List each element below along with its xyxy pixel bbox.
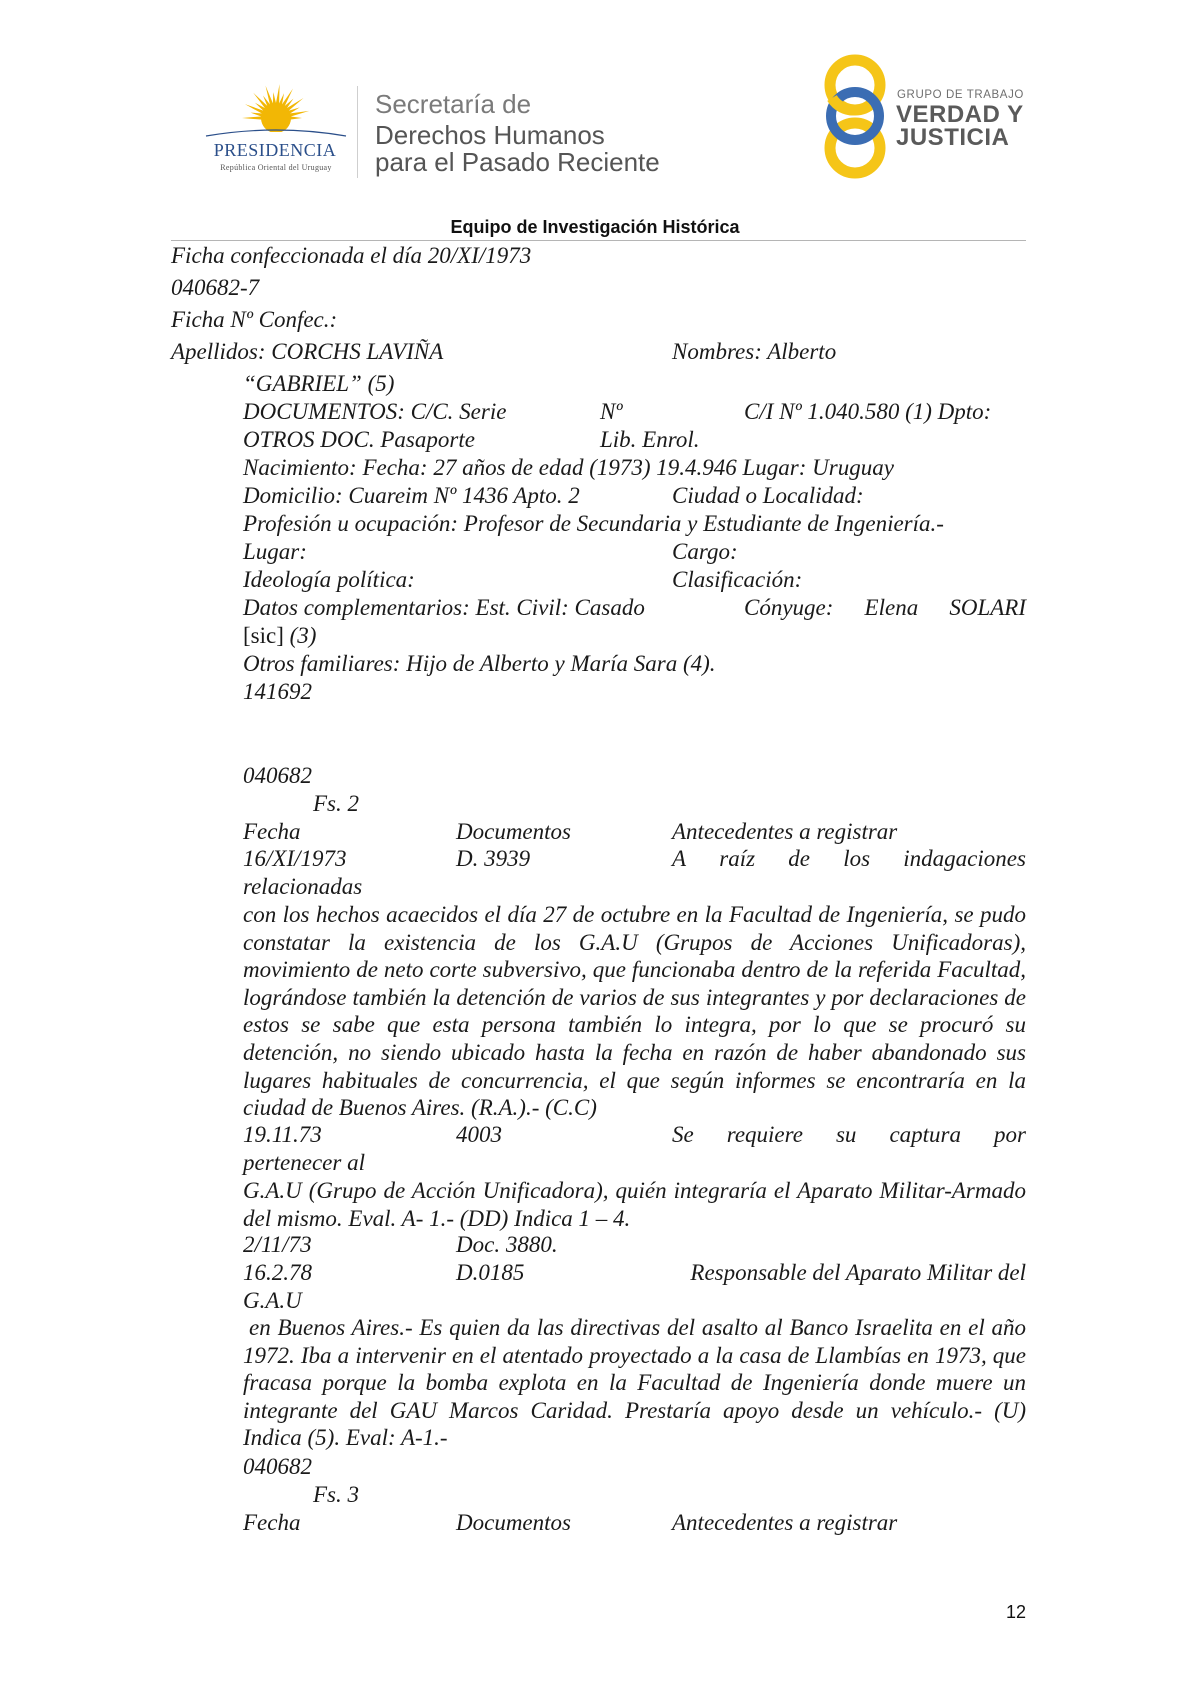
fs3-col-documentos: Documentos (456, 1510, 571, 1535)
sun-emblem-icon (196, 80, 356, 142)
entry2-continuation: pertenecer al (243, 1150, 365, 1175)
republica-label: República Oriental del Uruguay (220, 163, 332, 172)
sun-ray (251, 113, 263, 117)
secretaria-line2: Derechos Humanos (375, 120, 605, 150)
page-number: 12 (1006, 1602, 1027, 1622)
heading-rule (171, 240, 1026, 241)
entry1-text: con los hechos acaecidos el día 27 de octubre en la Facultad de Ingeniería, se pudo constatar la existencia de los G.A.U (Grupos de Acciones Unificadoras), movimiento de neto corte subversivo, que funcionaba dentro de la referida Facultad, lográndose también la detención de varios de sus integrantes y por declaraciones de estos se sabe que esta persona también lo integra, por lo que se procuró su detención, no siendo ubicado hasta la fecha en razón de haber abandonado sus lugares habituales de concurrencia, el que según informes se encontraría en la ciudad de Buenos Aires. (R.A.).- (C.C) (243, 902, 1026, 1121)
sun-ray (273, 92, 276, 104)
justicia-label: JUSTICIA (896, 124, 1010, 151)
entry4-doc: D.0185 (456, 1260, 525, 1285)
entry2-word: por (994, 1122, 1026, 1147)
entry1-word: indagaciones (903, 846, 1026, 871)
entry1-word: A (672, 846, 687, 871)
ficha-clasificacion: Clasificación: (672, 567, 803, 592)
ficha-profesion: Profesión u ocupación: Profesor de Secundaria y Estudiante de Ingeniería.- (243, 511, 944, 536)
ficha-confec: Ficha Nº Confec.: (171, 307, 338, 332)
entry2-doc: 4003 (456, 1122, 502, 1147)
entry2-fecha: 19.11.73 (243, 1122, 322, 1147)
fs3-col-antecedentes: Antecedentes a registrar (672, 1510, 898, 1535)
ficha-sic-line (243, 623, 316, 648)
conyuge-word: Elena (864, 595, 919, 620)
ficha-conyuge (744, 595, 1026, 620)
ficha-numero: 040682-7 (171, 275, 260, 300)
fs2-col-fecha: Fecha (243, 819, 301, 844)
fs2-label: Fs. 2 (313, 791, 359, 816)
entry2-text: G.A.U (Grupo de Acción Unificadora), quién integraría el Aparato Militar-Armado del mismo. Eval. A- 1.- (DD) Indica 1 – 4. (243, 1178, 1026, 1231)
ficha-domicilio: Domicilio: Cuareim Nº 1436 Apto. 2 (243, 483, 580, 508)
ficha-ci: C/I Nº 1.040.580 (1) Dpto: (744, 399, 992, 424)
secretaria-line1: Secretaría de (375, 89, 532, 119)
entry4-fecha: 16.2.78 (243, 1260, 312, 1285)
ficha-otros-doc: OTROS DOC. Pasaporte (243, 427, 475, 452)
sun-ray (290, 116, 302, 119)
entry2-word: requiere (726, 1122, 803, 1147)
entry1-word: los (843, 846, 871, 871)
ficha-apellidos: Apellidos: CORCHS LAVIÑA (171, 339, 444, 364)
grupo-trabajo-label: GRUPO DE TRABAJO (897, 89, 1024, 101)
sic-note: (3) (289, 623, 317, 648)
secretaria-line3: para el Pasado Reciente (375, 147, 660, 177)
ficha-otros-familiares: Otros familiares: Hijo de Alberto y María Sara (4). (243, 651, 716, 676)
conyuge-word: Cónyuge: (744, 595, 834, 620)
entry2-word: Se (672, 1122, 694, 1147)
sic-mark: [sic] (243, 623, 284, 648)
fs2-col-antecedentes: Antecedentes a registrar (672, 819, 898, 844)
ficha-lib-enrol: Lib. Enrol. (600, 427, 700, 452)
fs2-numero: 040682 (243, 763, 312, 788)
entry1-word: raíz (719, 846, 756, 871)
fs3-col-fecha: Fecha (243, 1510, 301, 1535)
conyuge-word: SOLARI (949, 595, 1026, 620)
entry4-text: en Buenos Aires.- Es quien da las directivas del asalto al Banco Israelita en el año 1972. Iba a intervenir en el atentado proyectado a la casa de Llambías en 1973, que fracasa porque la bomba explota en la Facultad de Ingeniería donde muere un integrante del GAU Marcos Caridad. Prestaría apoyo desde un vehículo.- (U) Indica (5). Eval: A-1.- (243, 1315, 1026, 1451)
ficha-alias: “GABRIEL” (5) (243, 371, 395, 396)
sun-ray (276, 84, 280, 104)
ficha-datos-complementarios: Datos complementarios: Est. Civil: Casado (243, 595, 645, 620)
entry1-doc: D. 3939 (456, 846, 531, 871)
entry1-fecha: 16/XI/1973 (243, 846, 347, 871)
entry2-word: captura (889, 1122, 961, 1147)
ficha-cargo: Cargo: (672, 539, 738, 564)
entry3-doc: Doc. 3880. (456, 1232, 558, 1257)
fs3-numero: 040682 (243, 1454, 312, 1479)
ficha-ciudad: Ciudad o Localidad: (672, 483, 864, 508)
entry4-antecedentes-start: Responsable del Aparato Militar del (690, 1260, 1026, 1285)
ficha-documentos: DOCUMENTOS: C/C. Serie (243, 399, 507, 424)
verdad-justicia-rings-icon (810, 52, 900, 182)
entry1-word: de (788, 846, 811, 871)
entry1-antecedentes-start (672, 846, 1026, 871)
header-divider (357, 86, 358, 178)
sun-ray (242, 116, 262, 119)
ficha-nombres: Nombres: Alberto (672, 339, 837, 364)
ficha-lugar: Lugar: (243, 539, 307, 564)
fs3-label: Fs. 3 (313, 1482, 359, 1507)
entry1-continuation: relacionadas (243, 874, 363, 899)
ficha-ideologia: Ideología política: (243, 567, 415, 592)
verdad-label: VERDAD Y (896, 101, 1024, 128)
presidencia-label: PRESIDENCIA (213, 140, 337, 160)
entry2-word: su (835, 1122, 857, 1147)
entry3-fecha: 2/11/73 (243, 1232, 312, 1257)
entry4-continuation: G.A.U (243, 1288, 302, 1313)
ficha-doc-no: Nº (600, 399, 623, 424)
ficha-fecha: Ficha confeccionada el día 20/XI/1973 (171, 243, 532, 268)
ficha-nacimiento: Nacimiento: Fecha: 27 años de edad (1973) 19.4.946 Lugar: Uruguay (243, 455, 894, 480)
sun-ray (245, 104, 264, 114)
ficha-code: 141692 (243, 679, 312, 704)
team-heading: Equipo de Investigación Histórica (450, 217, 740, 237)
fs2-col-documentos: Documentos (456, 819, 571, 844)
presidencia-logo (196, 80, 356, 180)
entry2-antecedentes-start (672, 1122, 1026, 1147)
